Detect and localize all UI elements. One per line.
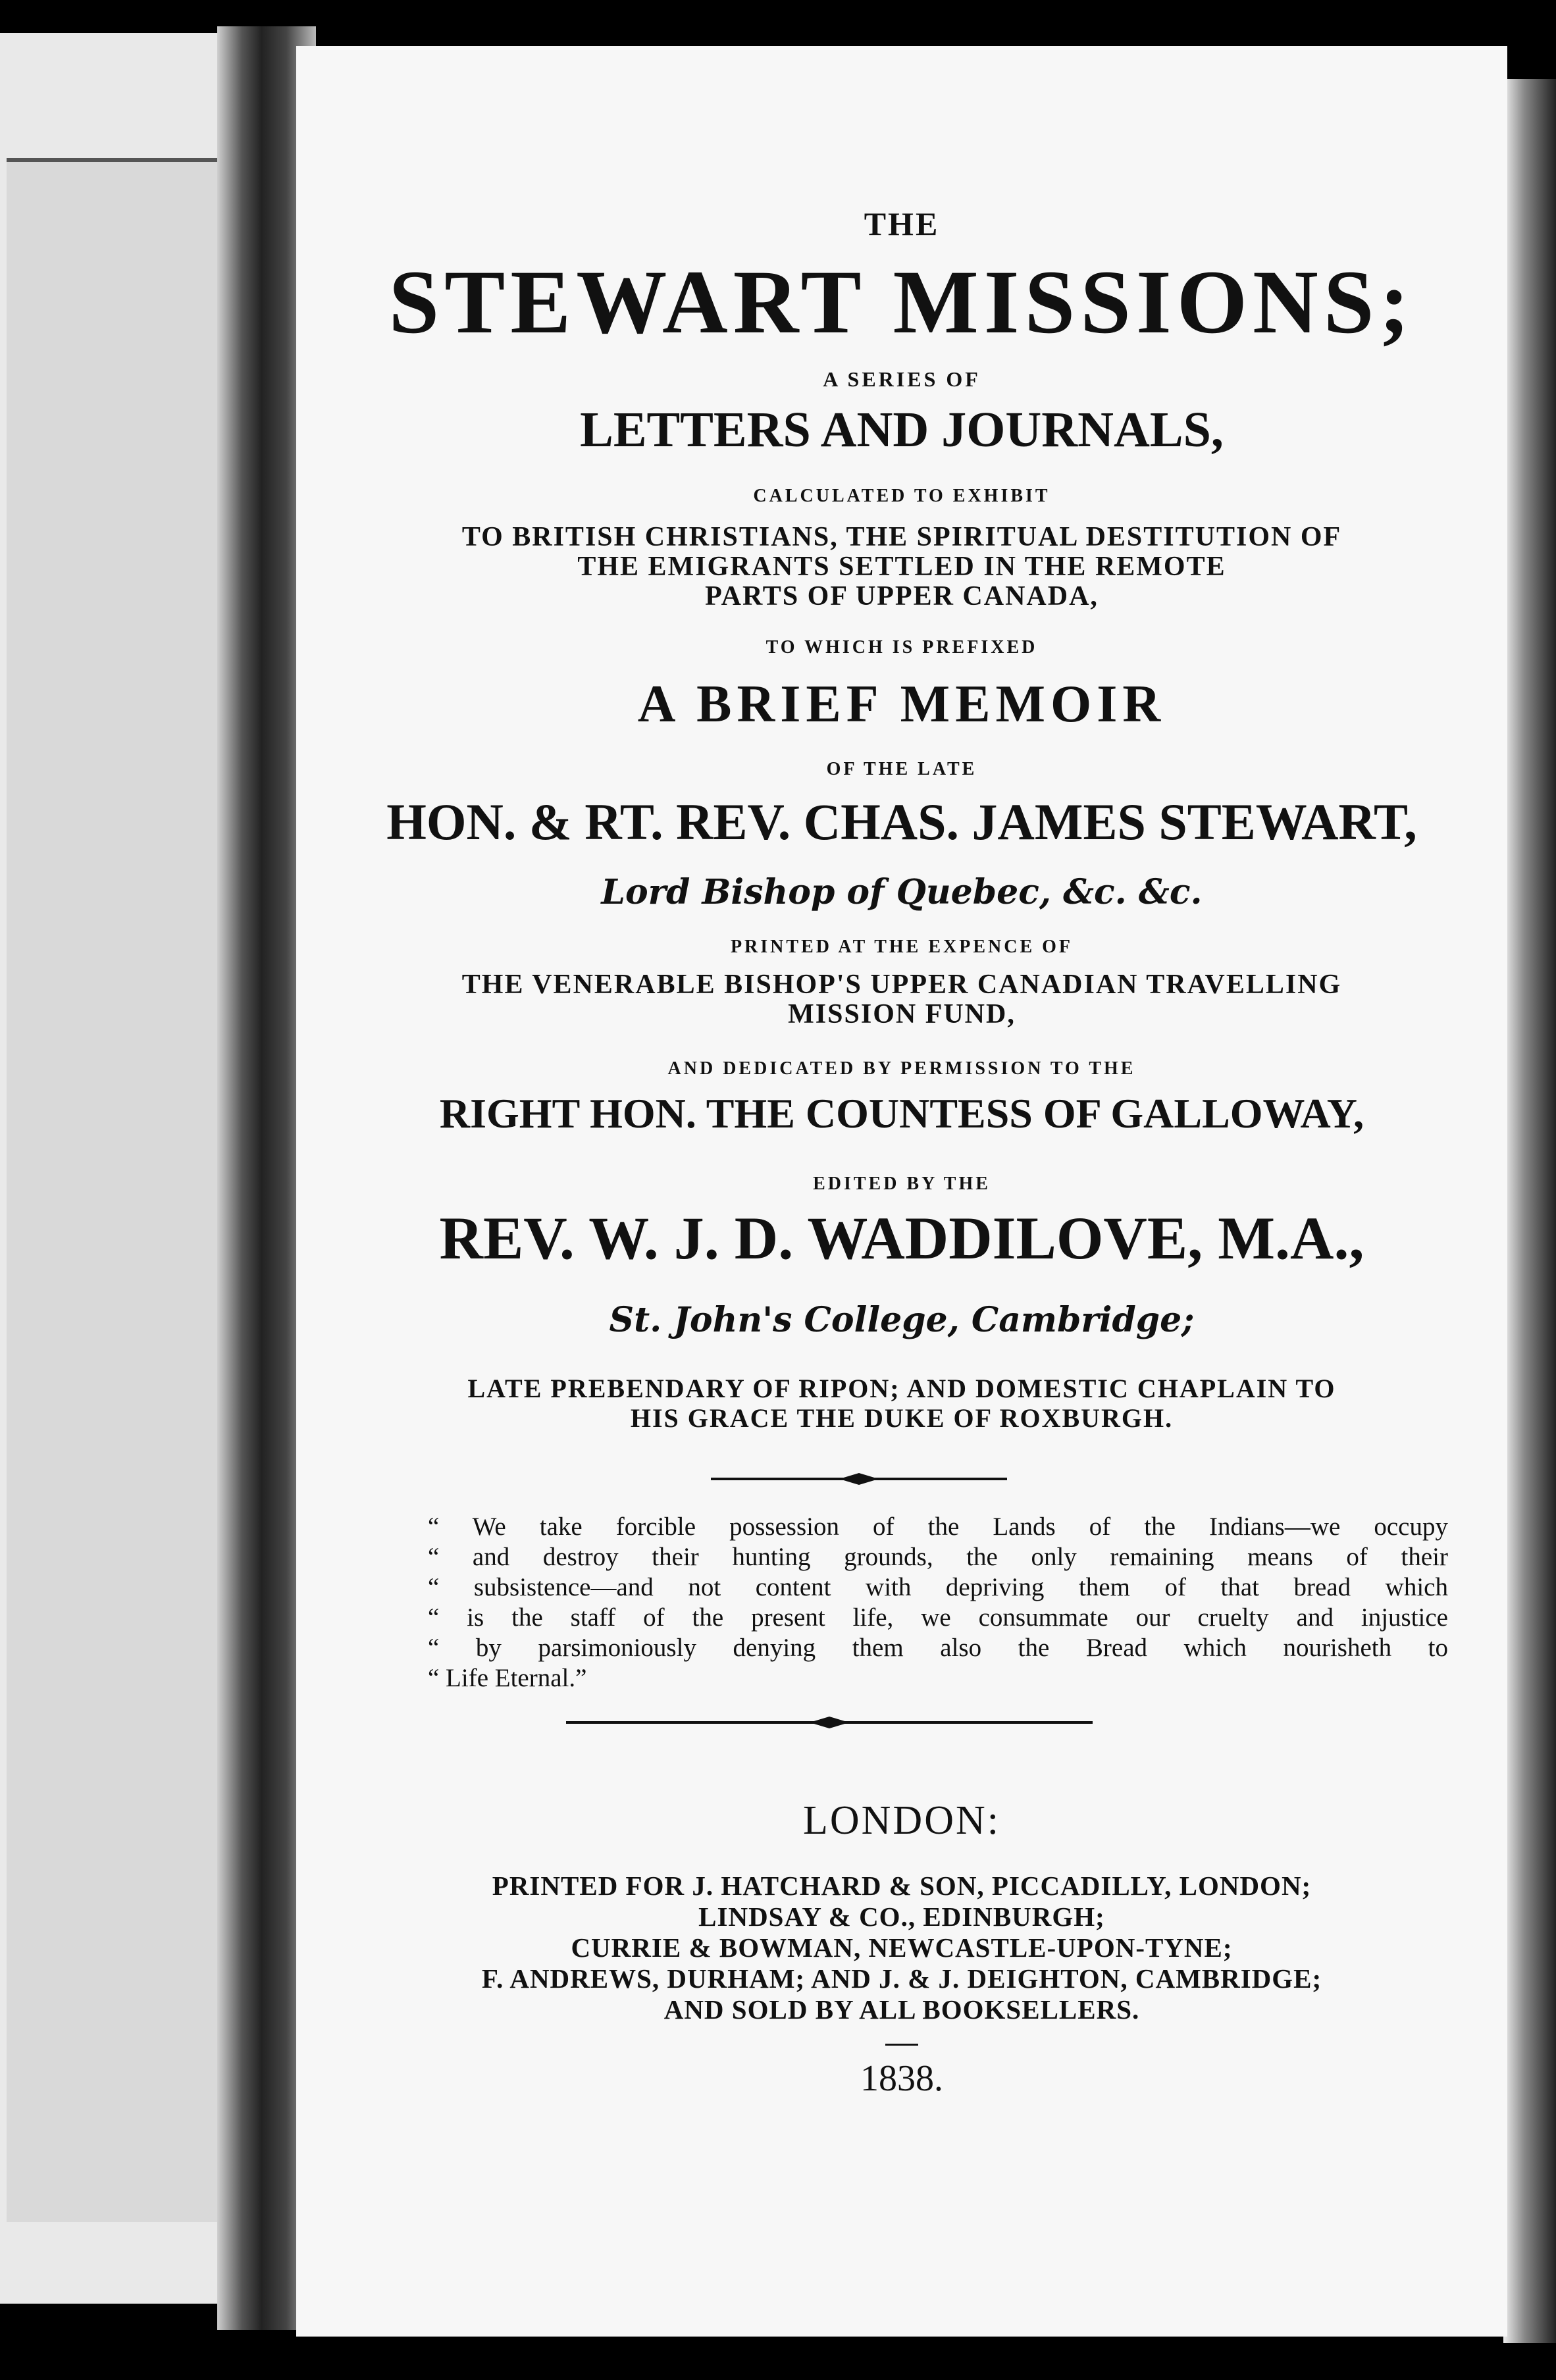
- series-intro: A SERIES OF: [823, 367, 981, 391]
- rule-ornament: [810, 1717, 849, 1728]
- fund-line: MISSION FUND,: [788, 999, 1016, 1029]
- rule-ornament: [839, 1473, 879, 1485]
- dedication-note: AND DEDICATED BY PERMISSION TO THE: [667, 1058, 1136, 1079]
- editor-name: REV. W. J. D. WADDILOVE, M.A.,: [439, 1204, 1364, 1272]
- title-article: THE: [864, 205, 940, 242]
- title-page: [296, 46, 1507, 2337]
- letters-and-journals: LETTERS AND JOURNALS,: [580, 402, 1224, 457]
- publication-year: 1838.: [860, 2058, 943, 2099]
- main-title: STEWART MISSIONS;: [388, 251, 1415, 352]
- epigraph-line: “ Life Eternal.”: [428, 1664, 587, 1692]
- epigraph-line: “ and destroy their hunting grounds, the only remaining means of their: [428, 1543, 1448, 1571]
- short-rule: [885, 2044, 918, 2046]
- imprint-line: CURRIE & BOWMAN, NEWCASTLE-UPON-TYNE;: [571, 1932, 1233, 1963]
- editor-role-line: HIS GRACE THE DUKE OF ROXBURGH.: [630, 1403, 1174, 1433]
- fund-line: THE VENERABLE BISHOP'S UPPER CANADIAN TRAVELLING: [461, 970, 1342, 1000]
- memoir-heading: A BRIEF MEMOIR: [637, 675, 1166, 733]
- editor-role-line: LATE PREBENDARY OF RIPON; AND DOMESTIC CHAPLAIN TO: [467, 1374, 1336, 1403]
- facing-page-inner: [7, 158, 224, 2222]
- epigraph-line: “ subsistence—and not content with depriving them of that bread which: [428, 1573, 1448, 1601]
- prefixed-note: TO WHICH IS PREFIXED: [765, 637, 1038, 658]
- dedicatee: RIGHT HON. THE COUNTESS OF GALLOWAY,: [439, 1090, 1364, 1137]
- imprint-line: LINDSAY & CO., EDINBURGH;: [698, 1901, 1105, 1932]
- memoir-subject: HON. & RT. REV. CHAS. JAMES STEWART,: [386, 793, 1417, 850]
- imprint-place: LONDON:: [803, 1798, 1000, 1843]
- epigraph-line: “ by parsimoniously denying them also the Bread which nourisheth to: [428, 1634, 1448, 1662]
- printed-at-expence: PRINTED AT THE EXPENCE OF: [730, 937, 1074, 957]
- imprint-line: F. ANDREWS, DURHAM; AND J. & J. DEIGHTON, CAMBRIDGE;: [481, 1963, 1322, 1994]
- facing-page: [0, 33, 237, 2304]
- imprint-line: AND SOLD BY ALL BOOKSELLERS.: [663, 1994, 1140, 2025]
- bishop-title: Lord Bishop of Quebec, &c. &c.: [601, 872, 1203, 912]
- purpose-line: TO BRITISH CHRISTIANS, THE SPIRITUAL DESTITUTION OF: [461, 522, 1342, 552]
- of-the-late: OF THE LATE: [826, 759, 977, 779]
- imprint-line: PRINTED FOR J. HATCHARD & SON, PICCADILLY, LONDON;: [492, 1871, 1312, 1901]
- purpose-line: THE EMIGRANTS SETTLED IN THE REMOTE: [577, 552, 1226, 582]
- page-edges: [1503, 79, 1556, 2343]
- editor-college: St. John's College, Cambridge;: [609, 1300, 1195, 1340]
- purpose-line: PARTS OF UPPER CANADA,: [705, 581, 1099, 611]
- calculated-to-exhibit: CALCULATED TO EXHIBIT: [753, 486, 1050, 506]
- edited-by: EDITED BY THE: [813, 1174, 991, 1194]
- epigraph-line: “ is the staff of the present life, we consummate our cruelty and injustice: [428, 1603, 1448, 1632]
- epigraph-line: “ We take forcible possession of the Lands of the Indians—we occupy: [428, 1513, 1448, 1541]
